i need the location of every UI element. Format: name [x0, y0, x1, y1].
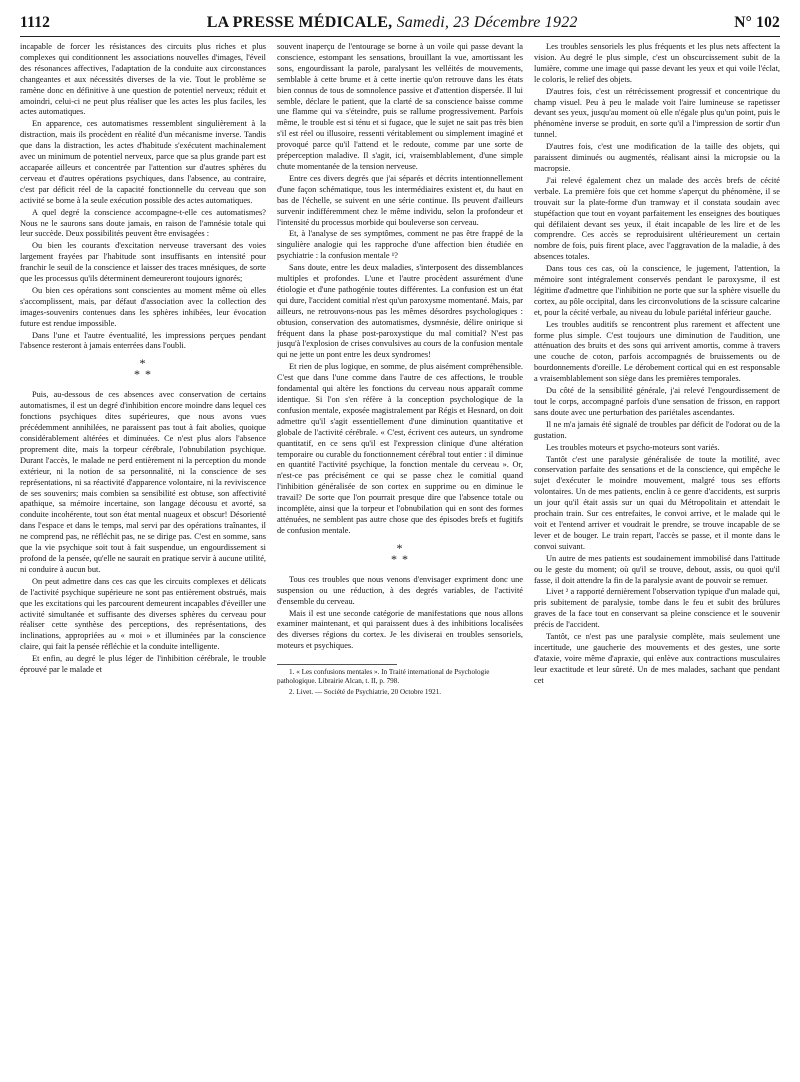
column-middle	[277, 42, 523, 1064]
paragraph: Sans doute, entre les deux maladies, s'interposent des dissemblances multiples et profondes. L'une et l'autre procèdent assurément d'une étiologie et d'une pathogénie toutes différentes. La confusion est un état qui dure, l'accident comitial n'est qu'un paroxysme momentané. Mais, par ailleurs, ne retrouvons-nous pas les mêmes désordres psychologiques : obtusion, conservation des automatismes, dysmnésie, délire onirique si fréquent dans la phase post-paroxystique du mal comitial? N'est pas jusqu'à l'explosion de crises convulsives au cours de la confusion mentale qui ne jette un pont entre les deux syndromes!	[277, 263, 523, 360]
issue-number: N° 102	[734, 14, 780, 31]
column-left	[20, 42, 266, 1064]
journal-title	[207, 14, 578, 32]
footnote-rule	[277, 664, 397, 665]
paragraph: Mais il est une seconde catégorie de manifestations que nous allons examiner maintenant, et qui paraissent dues à des inhibitions localisées des diverses régions du cortex. Je les diviserai en troubles sensoriels, moteurs et psychiques.	[277, 608, 523, 651]
section-separator	[20, 356, 266, 382]
issue-date: Samedi, 23 Décembre 1922	[396, 14, 578, 31]
separator-stars: * *	[391, 551, 409, 566]
article-body	[20, 42, 780, 1064]
separator-star: *	[396, 540, 404, 555]
paragraph: Il ne m'a jamais été signalé de troubles par déficit de l'odorat ou de la gustation.	[534, 419, 780, 440]
paragraph: D'autres fois, c'est un rétrécissement progressif et concentrique du champ visuel. Peu à peu le malade voit l'aire lumineuse se rapetisser devant ses yeux, jusqu'au moment où elle n'égale plus qu'un point, puis le phénomène inverse se produit, en sorte qu'il a l'impression de sortir d'un tunnel.	[534, 86, 780, 140]
paragraph: Dans l'une et l'autre éventualité, les impressions perçues pendant l'absence resteront à jamais enterrées dans l'oubli.	[20, 330, 266, 351]
footnote: 2. Livet. — Société de Psychiatrie, 20 Octobre 1921.	[289, 687, 442, 696]
journal-name: LA PRESSE MÉDICALE,	[206, 14, 393, 31]
footnote: 1. « Les confusions mentales ». In Traité international de Psychologie pathologique. Librairie Alcan, t. II, p. 798.	[277, 668, 490, 686]
page-number: 1112	[20, 14, 51, 31]
paragraph: A quel degré la conscience accompagne-t-elle ces automatismes? Nous ne le saurons sans doute jamais, en raison de l'amnésie totale qui leur succède. Deux possibilités peuvent être envisagées :	[20, 207, 266, 239]
paragraph: Tantôt c'est une paralysie généralisée de toute la motilité, avec conservation parfaite des sensations et de la conscience, qui empêche le sujet d'exécuter le moindre mouvement, malgré tous ses efforts volontaires. Un de mes patients, enclin à ce genre d'accidents, est surpris un jour qu'il était assis sur un quai du Métropolitain et attendait le prochain train. Sur ces entrefaites, le convoi arrive, et le malade qui le voit et l'entend arriver et voudrait le prendre, se trouve incapable de se lever et de bouger. Le train repart, l'accès se passe, et il monte dans le convoi suivant.	[534, 454, 780, 551]
separator-star: *	[139, 356, 147, 371]
paragraph: Et, à l'analyse de ses symptômes, comment ne pas être frappé de la singulière analogie qui les rapproche d'une affection bien étudiée en psychiatrie : la confusion mentale ¹?	[277, 229, 523, 261]
paragraph: Et enfin, au degré le plus léger de l'inhibition cérébrale, le trouble éprouvé par le malade et	[20, 654, 266, 675]
header-rule	[20, 36, 780, 37]
paragraph: J'ai relevé également chez un malade des accès brefs de cécité verbale. La première fois que cet homme s'aperçut du phénomène, il se trouvait sur la plate-forme d'un tramway et il constata soudain avec stupéfaction que tout en voyant parfaitement les enseignes des boutiques qui défilaient devant ses yeux, il était incapable de les lire et de les comprendre. Ces accès se reproduisirent ultérieurement un certain nombre de fois, puis firent place, avec l'aggravation de la maladie, à des absences totales.	[534, 175, 780, 262]
paragraph: Les troubles moteurs et psycho-moteurs sont variés.	[546, 442, 720, 452]
paragraph: En apparence, ces automatismes ressemblent singulièrement à la distraction, mais ils procèdent en réalité d'un mécanisme inverse. Tandis que dans la distraction, les actes d'habitude s'exécutent machinalement avec un minimum de potentiel nerveux, parce que sa plus grande part est accaparée ailleurs et concentrée par l'attention sur d'autres sphères du cerveau et d'autres opérations psychiques, dans l'absence, au contraire, c'est par déficit réel de la capacité fonctionnelle du cerveau que son activité se borne à la seule exécution possible des actes automatiques.	[20, 119, 266, 205]
paragraph: Ou bien les courants d'excitation nerveuse traversant des voies largement frayées par l'habitude sont insuffisants en intensité pour franchir le seuil de la conscience et laisser des traces mnésiques, de sorte que les processus qu'ils déterminent demeureront toujours ignorés;	[20, 241, 266, 284]
paragraph: Un autre de mes patients est soudainement immobilisé dans l'attitude ou le geste du moment; où qu'il se trouve, debout, assis, ou quoi qu'il fasse, il doit attendre la fin de la paralysie avant de pouvoir se remuer.	[534, 553, 780, 585]
paragraph: Du côté de la sensibilité générale, j'ai relevé l'engourdissement de tout le corps, accompagné parfois d'une sensation de frisson, en rapport sans doute avec une perturbation des pariétales ascendantes.	[534, 386, 780, 417]
paragraph: Tantôt, ce n'est pas une paralysie complète, mais seulement une incertitude, une gaucherie des mouvements et des gestes, une sorte d'ataxie, voire même d'apraxie, qui enlève aux contractions musculaires leur exactitude et leur sûreté. Un de mes malades, sachant que pendant cet	[534, 632, 780, 685]
paragraph: incapable de forcer les résistances des circuits plus riches et plus complexes qui conditionnent les associations nouvelles d'images, l'éveil des résonances affectives, l'adaptation de la conduite aux circonstances changeantes et aux nécessités diverses de la vie. Tout le problème se ramène donc en définitive à une question de potentiel nerveux; réduit et amoindri, celui-ci ne peut plus réaliser que les actes les plus faciles, les actes automatiques.	[20, 42, 266, 117]
paragraph: Les troubles auditifs se rencontrent plus rarement et affectent une forme plus simple. C'est toujours une diminution de l'audition, une atténuation des bruits et des sons qui arrivent amortis, comme à travers une couche de coton, parfois accompagnés de bruissements ou de bourdonnements d'oreille. Le dérobement cortical qui en est responsable a vraisemblablement son siège dans les premières temporales.	[534, 319, 780, 384]
paragraph: Entre ces divers degrés que j'ai séparés et décrits intentionnellement d'une façon schématique, tous les intermédiaires existent et, du haut en bas de l'échelle, se suivent en une série continue. Ils peuvent d'ailleurs survenir indifféremment chez le même individu, selon la profondeur et l'intensité du processus morbide qui bouleverse son cerveau.	[277, 173, 523, 227]
column-right	[534, 42, 780, 1064]
paragraph: Les troubles sensoriels les plus fréquents et les plus nets affectent la vision. Au degré le plus simple, c'est un obscurcissement subit de la lumière, comme une image qui passe devant les yeux et qui voile l'éclat, le coloris, le relief des objets.	[534, 42, 780, 84]
footnotes	[277, 668, 523, 697]
running-header	[20, 14, 780, 32]
paragraph: On peut admettre dans ces cas que les circuits complexes et délicats de l'activité psychique supérieure ne sont pas entièrement obstrués, mais que les excitations qui les parcourent demeurent incapables d'éveiller une activité simultanée et suffisante des diverses sphères du cerveau pour réaliser cette synthèse des perceptions, des représentations, des inclinations, appropriées au « moi » et illuminées par la conscience claire, qui fait la pensée réfléchie et la conduite intelligente.	[20, 576, 266, 652]
separator-stars: * *	[134, 367, 152, 382]
paragraph: Puis, au-dessous de ces absences avec conservation de certains automatismes, il est un degré d'inhibition encore moindre dans lequel ces fonctions psychiques dites supérieures, que nous avons vues précédemment annihilées, ne paraissent pas tout à fait abolies, quoique considérablement altérées et diminuées. Ce n'est plus alors l'absence proprement dite, mais la torpeur cérébrale, l'obnubilation psychique. Durant l'accès, le malade ne perd entièrement ni la perception du monde extérieur, ni la notion de sa personnalité, ni la conscience de ses représentations, ni sa réactivité d'apparence volontaire, ni la reviviscence de ses souvenirs; mais combien sa sensibilité est obtuse, son affectivité apathique, sa mémoire incertaine, son langage décousu et avorté, sa conduite incohérente, tout son état mental nuageux et obscur! Désorienté dans l'espace et dans le temps, mal servi par des opérations traînantes, il ne comprend pas, ne réfléchit pas, ne se dirige pas. C'est en somme, sans que la vie psychique soit tout à fait suspendue, un engourdissement si profond de la pensée, qu'elle ne saurait en pratique servir à aucune utilité, ni conduire à aucun but.	[20, 390, 266, 574]
paragraph: Et rien de plus logique, en somme, de plus aisément compréhensible. C'est que dans l'une comme dans l'autre de ces affections, le trouble fondamental qui altère les fonctions du cerveau nous apparaît comme identique. Si l'on s'en réfère à la conception psychologique de la confusion mentale, exposée magistralement par Régis et Hesnard, on doit admettre qu'il s'agit essentiellement d'une diminution quantitative et globale de l'activité cérébrale. « C'est, écrivent ces auteurs, un syndrome quantitatif, en ce sens qu'il est l'expression clinique d'une altération temporaire ou curable du fonctionnement cérébral tout entier : il diminue en quantité l'activité psychique, la fonction mentale du cerveau ». Or, n'est-ce pas précisément ce qui se passe chez le comitial quand l'inhibition généralisée de son cortex en supprime ou en diminue le travail? De sorte que l'on pourrait presque dire que l'absence totale ou incomplète, ainsi que la torpeur et l'obnubilation qui en sont des formes atténuées, ne semblent pas autre chose que des épisodes brefs et fugitifs de confusion mentale.	[277, 362, 523, 535]
paragraph: Dans tous ces cas, où la conscience, le jugement, l'attention, la mémoire sont intégralement conservés pendant le paroxysme, il est légitime d'admettre que l'inhibition ne porte que sur la sphère visuelle du cortex, au pôle occipital, dans les circonvolutions de la scissure calcarine et, pour la cécité verbale, au niveau du lobule pariétal inférieur gauche.	[534, 264, 780, 317]
paragraph: Ou bien ces opérations sont conscientes au moment même où elles s'accomplissent, mais, par défaut d'association avec la collection des images-souvenirs contenues dans les sphères inhibées, leur évocation future est rendue impossible.	[20, 285, 266, 328]
paragraph: Tous ces troubles que nous venons d'envisager expriment donc une suspension ou une réduction, à des degrés variables, de l'activité d'ensemble du cerveau.	[277, 574, 523, 606]
paragraph: souvent inaperçu de l'entourage se borne à un voile qui passe devant la conscience, estompant les sensations, brouillant la vue, amortissant les sons, engourdissant la parole, paralysant les velléités de mouvements, semblable à cette brume et à cette inertie qu'on retrouve dans les états bien connus de tous de somnolence passive et d'attention dispersée. Il lui semble, déclare le patient, que la clarté de sa conscience baisse comme une flamme qui va s'éteindre, puis se rallume progressivement. Parfois même, le trouble est si ténu et si fugace, que le sujet ne sait pas très bien s'il est réel ou illusoire, ressenti véritablement ou simplement imaginé et provoqué parce qu'il l'attend et le redoute, comme par une sorte de préperception maladive. Il s'agit, ici, vraisemblablement, d'une simple chute momentanée de la tension nerveuse.	[277, 42, 523, 171]
paragraph: Livet ² a rapporté dernièrement l'observation typique d'un malade qui, pris subitement de paralysie, tombe dans le feu et subit des brûlures graves de la face tout en conservant sa pleine conscience et le souvenir précis de l'accident.	[534, 587, 780, 630]
paragraph: D'autres fois, c'est une modification de la taille des objets, qui paraissent diminués ou augmentés, réalisant ainsi la micropsie ou la macropsie.	[534, 142, 780, 173]
section-separator	[277, 540, 523, 566]
